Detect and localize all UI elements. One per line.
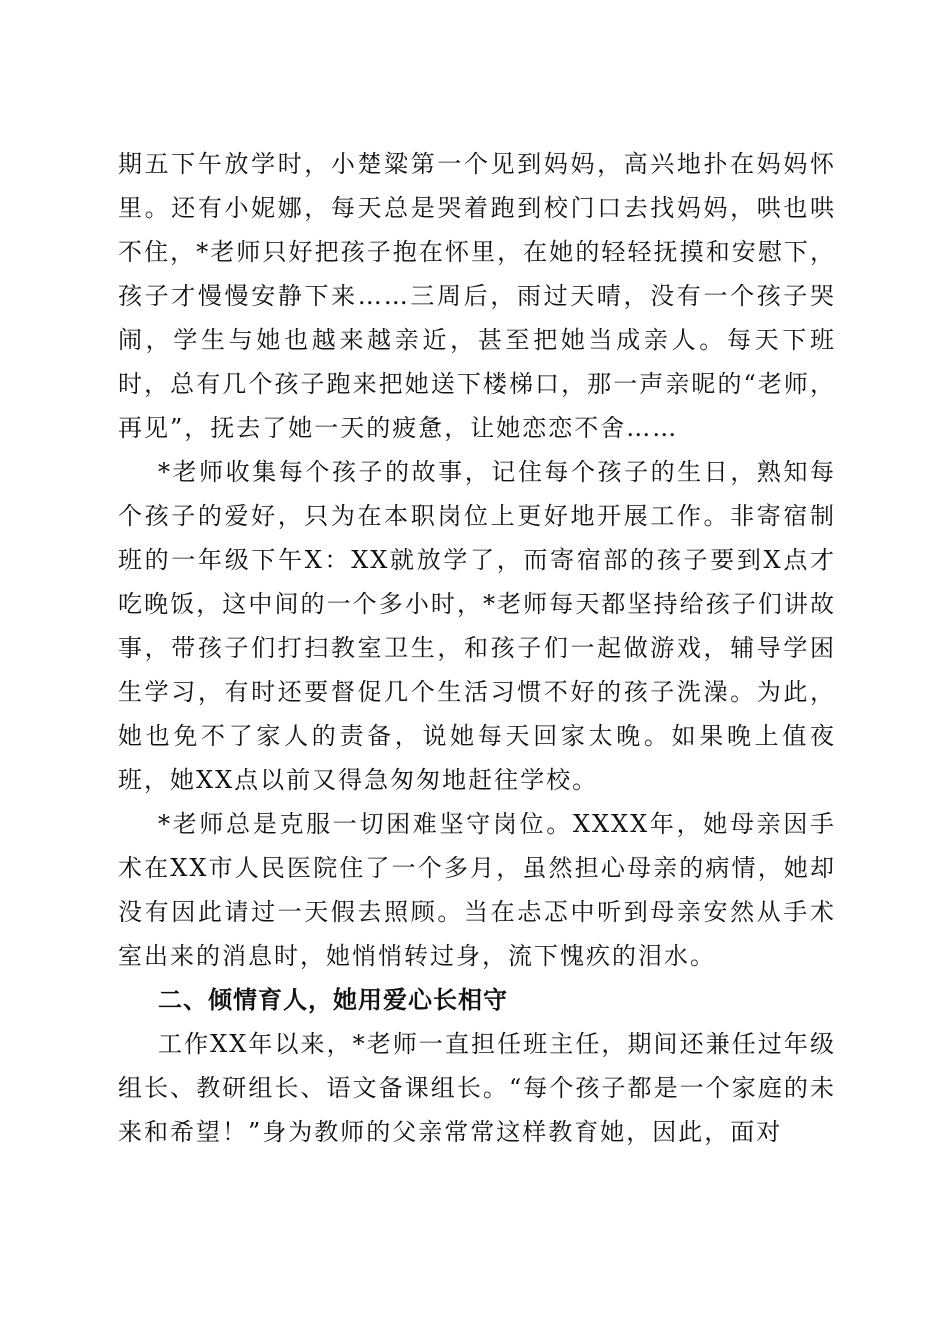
paragraph-continued: 期五下午放学时，小楚粱第一个见到妈妈，高兴地扑在妈妈怀里。还有小妮娜，每天总是哭着跑到校门口去找妈妈，哄也哄不住，*老师只好把孩子抱在怀里，在她的轻轻抚摸和安慰下，孩子才慢慢安静下来……三周后，雨过天晴，没有一个孩子哭闹，学生与她也越来越亲近，甚至把她当成亲人。每天下班时，总有几个孩子跑来把她送下楼梯口，那一声亲昵的“老师，再见”，抚去了她一天的疲惫，让她恋恋不舍…… xyxy=(118,150,836,442)
paragraph-teacher-stories: *老师收集每个孩子的故事，记住每个孩子的生日，熟知每个孩子的爱好，只为在本职岗位上更好地开展工作。非寄宿制班的一年级下午X：XX就放学了，而寄宿部的孩子要到X点才吃晚饭，这中间的一个多小时，*老师每天都坚持给孩子们讲故事，带孩子们打扫教室卫生，和孩子们一起做游戏，辅导学困生学习，有时还要督促几个生活习惯不好的孩子洗澡。为此，她也免不了家人的责备，说她每天回家太晚。如果晚上值夜班，她XX点以前又得急匆匆地赶往学校。 xyxy=(118,458,836,794)
paragraph-section-intro: 工作XX年以来，*老师一直担任班主任，期间还兼任过年级组长、教研组长、语文备课组长。“每个孩子都是一个家庭的未来和希望！”身为教师的父亲常常这样教育她，因此，面对 xyxy=(118,1030,836,1146)
document-body xyxy=(118,142,836,1154)
paragraph-teacher-duty: *老师总是克服一切困难坚守岗位。XXXX年，她母亲因手术在XX市人民医院住了一个多月，虽然担心母亲的病情，她却没有因此请过一天假去照顾。当在忐忑中听到母亲安然从手术室出来的消息时，她悄悄转过身，流下愧疚的泪水。 xyxy=(118,810,836,970)
section-heading: 二、倾情育人，她用爱心长相守 xyxy=(158,986,508,1014)
